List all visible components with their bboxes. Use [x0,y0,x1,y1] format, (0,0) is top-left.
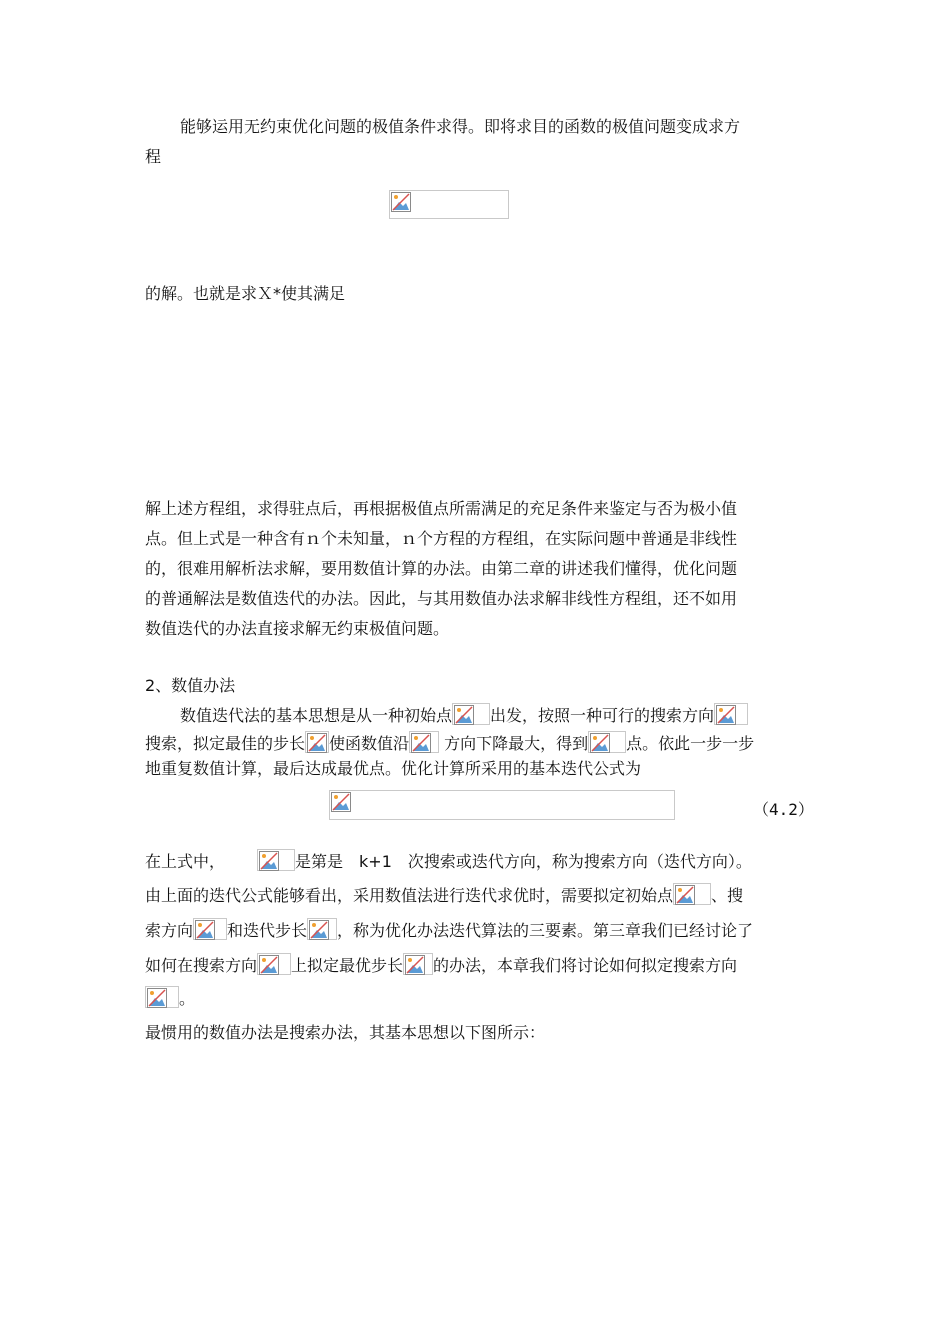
text-line [180,703,748,726]
text-line [145,731,754,754]
inline-formula-image [193,918,227,940]
section-heading: 2、数值办法 [145,676,236,695]
broken-image-icon [411,733,431,753]
text-span: 是第是 k+1 次搜索或迭代方向，称为搜索方向（迭代方向）。 [295,852,752,871]
broken-image-icon [307,733,327,753]
text-line [145,953,737,976]
text-span: 搜索，拟定最佳的步长 [145,734,306,753]
text-span: 和迭代步长 [227,921,308,940]
inline-formula-image [452,703,490,725]
inline-formula-image [305,731,329,753]
text-span: 的办法，本章我们将讨论如何拟定搜索方向 [433,956,738,975]
text-span: 使函数值沿 [329,734,410,753]
inline-formula-image [409,731,439,753]
text-line: 程 [145,147,162,166]
inline-formula-image [257,849,295,871]
broken-image-icon [259,851,279,871]
text-span: 出发，按照一种可行的搜索方向 [490,706,715,725]
text-span: ，称为优化办法迭代算法的三要素。第三章我们已经讨论了 [337,921,754,940]
text-line: 最惯用的数值办法是搜索办法，其基本思想以下图所示： [145,1023,546,1042]
inline-formula-image [257,953,291,975]
inline-formula-image [714,703,748,725]
broken-image-icon [147,988,167,1008]
text-span: 索方向 [145,921,194,940]
text-line: 点。但上式是一种含有ｎ个未知量，ｎ个方程的方程组，在实际问题中普通是非线性 [145,529,738,548]
text-line [145,918,753,941]
text-span: 点。依此一步一步 [626,734,755,753]
text-span: 。 [179,989,196,1008]
formula-image [389,190,509,219]
text-span: 上拟定最优步长 [291,956,404,975]
broken-image-icon [405,955,425,975]
text-line: 地重复数值计算，最后达成最优点。优化计算所采用的基本迭代公式为 [145,759,642,778]
text-span: 、搜 [711,886,744,905]
inline-formula-image [588,731,626,753]
text-line: 数值迭代的办法直接求解无约束极值问题。 [145,619,450,638]
text-span: 方向下降最大，得到 [439,734,589,753]
text-span: 在上式中， [145,852,226,871]
text-line [145,986,195,1009]
text-line: 解上述方程组，求得驻点后，再根据极值点所需满足的充足条件来鉴定与否为极小值 [145,499,738,518]
inline-formula-image [307,918,337,940]
equation-number: （4.2） [753,800,814,819]
formula-image [329,790,675,820]
broken-image-icon [716,705,736,725]
broken-image-icon [331,792,351,812]
broken-image-icon [195,920,215,940]
text-line: 的解。也就是求Ｘ*使其满足 [145,284,346,303]
inline-formula-image [403,953,433,975]
text-line [145,849,752,872]
text-line: 的，很难用解析法求解，要用数值计算的办法。由第二章的讲述我们懂得，优化问题 [145,559,738,578]
broken-image-icon [391,192,411,212]
inline-formula-image [145,986,179,1008]
text-line: 能够运用无约束优化问题的极值条件求得。即将求目的函数的极值问题变成求方 [180,117,741,136]
broken-image-icon [454,705,474,725]
broken-image-icon [675,885,695,905]
text-span: 如何在搜索方向 [145,956,258,975]
text-span: 数值迭代法的基本思想是从一种初始点 [180,706,453,725]
broken-image-icon [259,955,279,975]
text-span: 由上面的迭代公式能够看出，采用数值法进行迭代求优时，需要拟定初始点 [145,886,674,905]
broken-image-icon [309,920,329,940]
text-line [145,883,743,906]
broken-image-icon [590,733,610,753]
inline-formula-image [673,883,711,905]
text-line: 的普通解法是数值迭代的办法。因此，与其用数值办法求解非线性方程组，还不如用 [145,589,738,608]
